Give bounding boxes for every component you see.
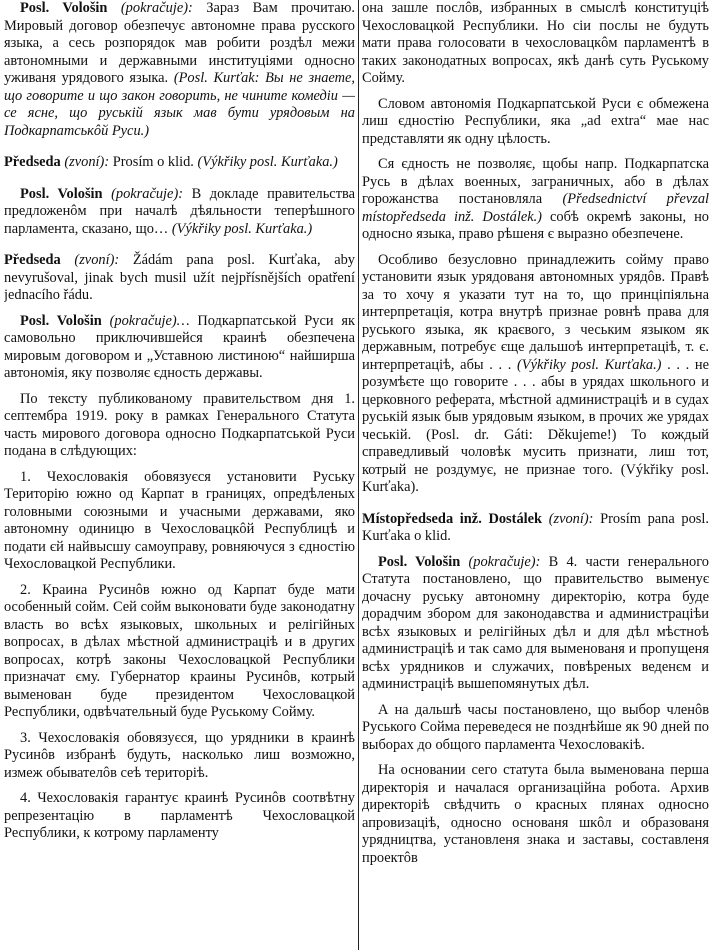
interjection: (Předsednictví převzal místopředseda inž. Dostálek.) [362, 191, 709, 225]
paragraph [362, 511, 709, 546]
speaker-name: Předseda [4, 154, 61, 170]
paragraph-text: Prosím pana posl. Kurťaka o klid. [362, 510, 709, 544]
speaker-aside: (pokračuje): [107, 0, 193, 16]
paragraph-text: А на дальшѣ часы постановлено, що выбор членôв Руського Сойма переведеся не позднѣйше як 90 дней по выборах до общого парламента Чехословакіѣ. [362, 701, 709, 753]
paragraph-text: Зараз Вам прочитаю. Мировый договор обезпечує автономне права русского языка, а сесь розпорядок мав робити роздѣл межи автономными и державными институціями односно уживаня урядового языка. [4, 0, 355, 86]
paragraph-text: 1. Чехословакія обовязуєся установити Руську Територію южно од Карпат в границях, опредѣленых головными союзными и учасными державами, яко автономну одиницю в Чехословацкôй Республицѣ и подати єй найвысшу самоуправу, ровняючуся з єдностію Чехословацкой Республики. [4, 468, 355, 572]
paragraph [4, 154, 355, 172]
speaker-name: Posl. Vološin [20, 185, 103, 202]
left-column [4, 0, 355, 950]
paragraph-text: В 4. части генерального Статута постановлено, що правительство выменує дочасну руську автономну директорію, котра буде дорадчим збором для законодавства и администраціѣи всѣх языковых и релігійных дѣл и для дѣл мѣстноѣ администраціѣ и так само для выменованя и пропущеня всѣх урядников и служачих, повѣреных веденєм и администраціѣ вышепомянутых дѣл. [362, 553, 709, 692]
paragraph-text: 2. Краина Русинôв южно од Карпат буде мати особенный сойм. Сей сойм выконовати буде законодатну власть во всѣх языковых, школьных и релігійных вопросах, в дѣлах мѣстной администраціѣ и в других вопросах, котрѣ законы Чехословацкой Республики призначат єму. Губернатор краины Русинôв, котрый выменован буде президентом Чехословацкой Республики, одвѣчательный буде Руському Сойму. [4, 581, 355, 720]
paragraph-text: Žádám pana posl. Kurťaka, aby nevyrušoval, jinak bych musil užít nejpřísnějších opatření jednacího řádu. [4, 252, 355, 303]
paragraph [362, 554, 709, 694]
column-divider [358, 0, 359, 950]
paragraph-text: Подкарпатськой Руси як самовольно приключившейся краинѣ обезпечена мировым договором и „Уставною листиною“ найширша автономія, яку позволяє єдность державы. [4, 312, 355, 381]
speaker-aside: (zvoní): [60, 154, 110, 170]
paragraph [4, 252, 355, 305]
paragraph-text: По тексту публикованому правительством дня 1. септембра 1919. року в рамках Генерального Статута часть мирового договора односно Подкарпатськой Руси подана в слѣдующих: [4, 390, 355, 459]
speaker-name: Předseda [4, 252, 61, 268]
paragraph-text-cont: собѣ окремѣ законы, но односно языка, право рѣшеня є выразно обезпечене. [362, 208, 709, 242]
speaker-aside: (pokračuje): [460, 553, 541, 570]
paragraph [362, 762, 709, 867]
paragraph [4, 313, 355, 383]
speaker-aside: (zvoní): [542, 510, 594, 527]
speaker-name: Posl. Vološin [378, 553, 461, 570]
paragraph-text: 4. Чехословакія гарантує краинѣ Русинôв соотвѣтну репрезентацію в парламентѣ Чехословацкой Республики, к котрому парламенту [4, 790, 355, 841]
paragraph [362, 96, 709, 149]
interjection: (Posl. Kurťak: Вы не знаете, що говорите и що закон говорить, не чините комедіи — се ясне, що руській язык мав бути урядовым на Подкарпатськôй Руси.) [4, 70, 355, 139]
paragraph [4, 0, 355, 140]
paragraph-text: Особливо безусловно принадлежить сойму право установити язык урядованя автономных урядôв. Правѣ за то хочу я указати тут на то, що принціпіяльна интерпретація, котра внутрѣ признае ровнѣ права для руського языка, як краєвого, з чеським языком як державным, потребує єще дальшоѣ интерпретаціѣ, т. є. интерпретаціѣ, абы . . . [362, 251, 709, 373]
paragraph [4, 186, 355, 239]
paragraph-text: Ся єдность не позволяє, щобы напр. Подкарпатска Русь в дѣлах военных, заграничных, або в дѣлах горожанства постановляла [362, 156, 709, 207]
speaker-name: Posl. Vološin [20, 0, 108, 16]
paragraph [362, 0, 709, 88]
paragraph [362, 702, 709, 755]
interjection: (Výkřiky posl. Kurťaka.) [197, 154, 338, 170]
speaker-aside: (pokračuje): [102, 185, 184, 202]
paragraph [4, 469, 355, 574]
paragraph [4, 582, 355, 722]
speaker-aside: (zvoní): [60, 252, 120, 268]
interjection: (Výkřiky posl. Kurťaka.) [171, 220, 313, 237]
paragraph-text: Prosím o klid. [109, 154, 198, 170]
paragraph-text: В докладе правительства предложенôм при началѣ дѣяльности теперѣшного парламента, сказано, що… [4, 185, 355, 237]
paragraph-text: Словом автономія Подкарпатськой Руси є обмежена лиш єдностію Республики, яка „ad extra“ мае нас представляти як одну цѣлость. [362, 95, 709, 147]
speaker-name: Místopředseda inž. Dostálek [362, 510, 543, 527]
paragraph-text: 3. Чехословакія обовязуєся, що урядники в краинѣ Русинôв избранѣ будуть, насколько лиш возможно, измеж обывателôв сеѣ територіѣ. [4, 729, 355, 781]
paragraph-text-cont: . . . не розумѣєте що говорите . . . абы в урядах школьного и церковного реферата, мѣстной администраціѣ и в судах руській язык быв урядовым языком, в прочих же урядах чеській. (Posl. dr. Gáti: Děkujeme!) То кождый справедливый чоловѣк мусить признати, лиш тот, котрый не роздумує, не признае того. (Výkřiky posl. Kurťaka). [362, 356, 709, 495]
paragraph-text: На основании сего статута была выменована перша директорія и началася организаційна робота. Архив директоріѣ свѣдчить о красных плянах односно апровизаціѣ, односно основаня шкôл и образованя урядництва, установленя знака и заставы, составленя проектôв [362, 762, 709, 866]
paragraph-text: она зашле послôв, избранных в смыслѣ конституціѣ Чехословацкой Республики. Но сіи послы не будуть мати права голосовати в чехословацкôм парламентѣ в таких законодатных вопросах, якѣ данѣ суть Руському Сойму. [362, 0, 709, 86]
paragraph [4, 391, 355, 461]
paragraph [362, 156, 709, 244]
interjection: (Výkřiky posl. Kurťaka.) [517, 356, 662, 373]
right-column [362, 0, 709, 950]
speaker-name: Posl. Vološin [20, 312, 102, 329]
paragraph [4, 790, 355, 843]
paragraph [4, 730, 355, 783]
speaker-aside: (pokračuje)… [101, 312, 190, 329]
paragraph [362, 252, 709, 497]
